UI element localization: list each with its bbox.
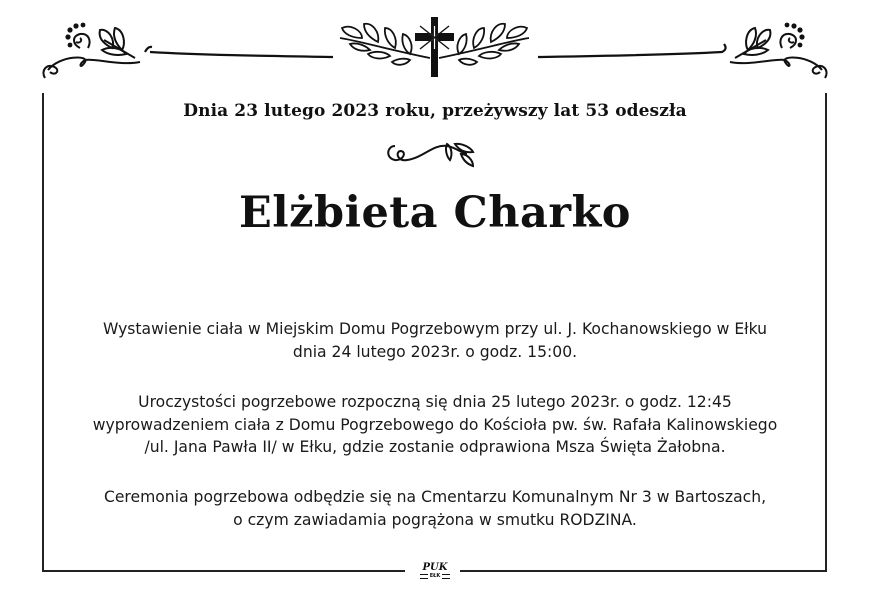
logo-bar-left	[420, 574, 428, 579]
top-ornament-border	[0, 0, 870, 95]
top-line-left	[145, 47, 333, 57]
paragraph-line: Uroczystości pogrzebowe rozpoczną się dnia 25 lutego 2023r. o godz. 12:45	[138, 393, 732, 411]
floral-scroll-left-icon	[43, 28, 140, 78]
paragraph-line: o czym zawiadamia pogrążona w smutku RODZINA.	[233, 510, 637, 529]
logo-sub	[412, 573, 458, 579]
top-line-right	[538, 44, 726, 57]
frame-bottom-border-right	[460, 570, 827, 572]
logo-bar-right	[442, 574, 450, 579]
floral-scroll-right-icon	[730, 28, 827, 78]
logo-sub-text: EŁK	[429, 573, 441, 579]
cross-with-laurel-icon	[340, 17, 529, 77]
burial-paragraph	[44, 486, 826, 531]
paragraph-line: dnia 24 lutego 2023r. o godz. 15:00.	[292, 342, 578, 361]
paragraph-line: wyprowadzeniem ciała z Domu Pogrzebowego do Kościoła pw. św. Rafała Kalinowskiego	[92, 415, 778, 434]
viewing-paragraph	[44, 318, 826, 363]
funeral-service-paragraph	[44, 391, 826, 459]
deceased-name: Elżbieta Charko	[239, 188, 631, 238]
paragraph-line: Wystawienie ciała w Miejskim Domu Pogrzebowym przy ul. J. Kochanowskiego w Ełku	[102, 320, 768, 338]
paragraph-line: /ul. Jana Pawła II/ w Ełku, gdzie zostanie odprawiona Msza Święta Żałobna.	[144, 438, 726, 456]
vine-sprig-icon	[383, 138, 488, 174]
puk-logo	[412, 562, 458, 584]
frame-bottom-border-left	[42, 570, 405, 572]
logo-main-text: PUK	[422, 562, 448, 573]
death-announcement-headline: Dnia 23 lutego 2023 roku, przeżywszy lat 53 odeszła	[183, 101, 687, 121]
paragraph-line: Ceremonia pogrzebowa odbędzie się na Cmentarzu Komunalnym Nr 3 w Bartoszach,	[103, 488, 767, 506]
